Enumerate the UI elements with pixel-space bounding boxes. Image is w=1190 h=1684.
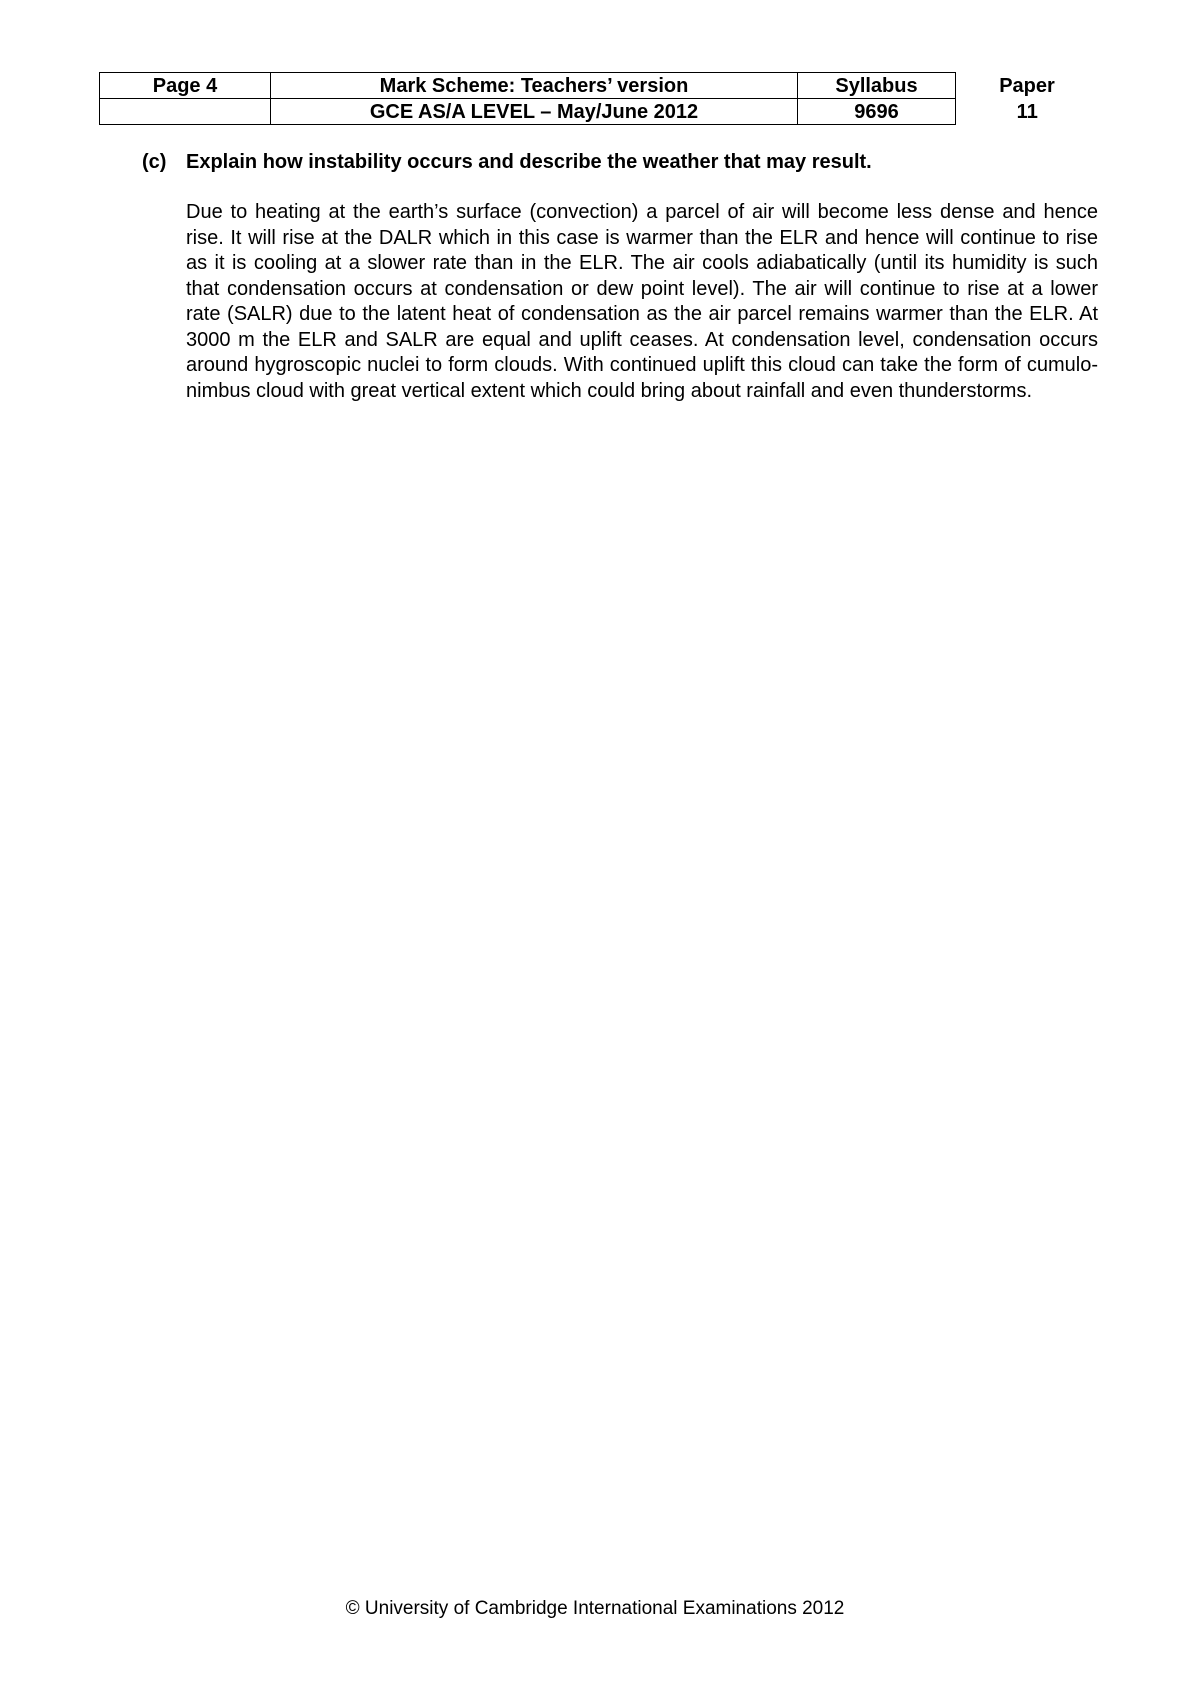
paper-label: Paper xyxy=(999,75,1055,97)
exam-session: GCE AS/A LEVEL – May/June 2012 xyxy=(271,99,798,125)
question-text: Explain how instability occurs and describe the weather that may result. xyxy=(186,151,872,173)
header-row-1 xyxy=(100,73,1099,99)
empty-cell xyxy=(100,99,271,125)
copyright-footer: © University of Cambridge International Examinations 2012 xyxy=(345,1598,845,1619)
question-heading xyxy=(142,150,872,174)
document-title: Mark Scheme: Teachers’ version xyxy=(271,73,798,99)
question-label: (c) xyxy=(142,151,167,173)
header-table xyxy=(99,72,1099,125)
paper-number: 11 xyxy=(1016,101,1038,123)
syllabus-label: Syllabus xyxy=(798,73,956,99)
page-number: Page 4 xyxy=(100,73,271,99)
answer-paragraph: Due to heating at the earth’s surface (convection) a parcel of air will become less dense and hence rise. It will rise at the DALR which in this case is warmer than the ELR and hence will continue to rise as it is cooling at a slower rate than in the ELR. The air cools adiabatically (until its humidity is such that condensation occurs at condensation or dew point level). The air will continue to rise at a lower rate (SALR) due to the latent heat of condensation as the air parcel remains warmer than the ELR. At 3000 m the ELR and SALR are equal and uplift ceases. At condensation level, condensation occurs around hygroscopic nuclei to form clouds. With continued uplift this cloud can take the form of cumulo-nimbus cloud with great vertical extent which could bring about rainfall and even thunderstorms. xyxy=(186,201,1098,402)
header-row-2 xyxy=(100,99,1099,125)
syllabus-code: 9696 xyxy=(798,99,956,125)
